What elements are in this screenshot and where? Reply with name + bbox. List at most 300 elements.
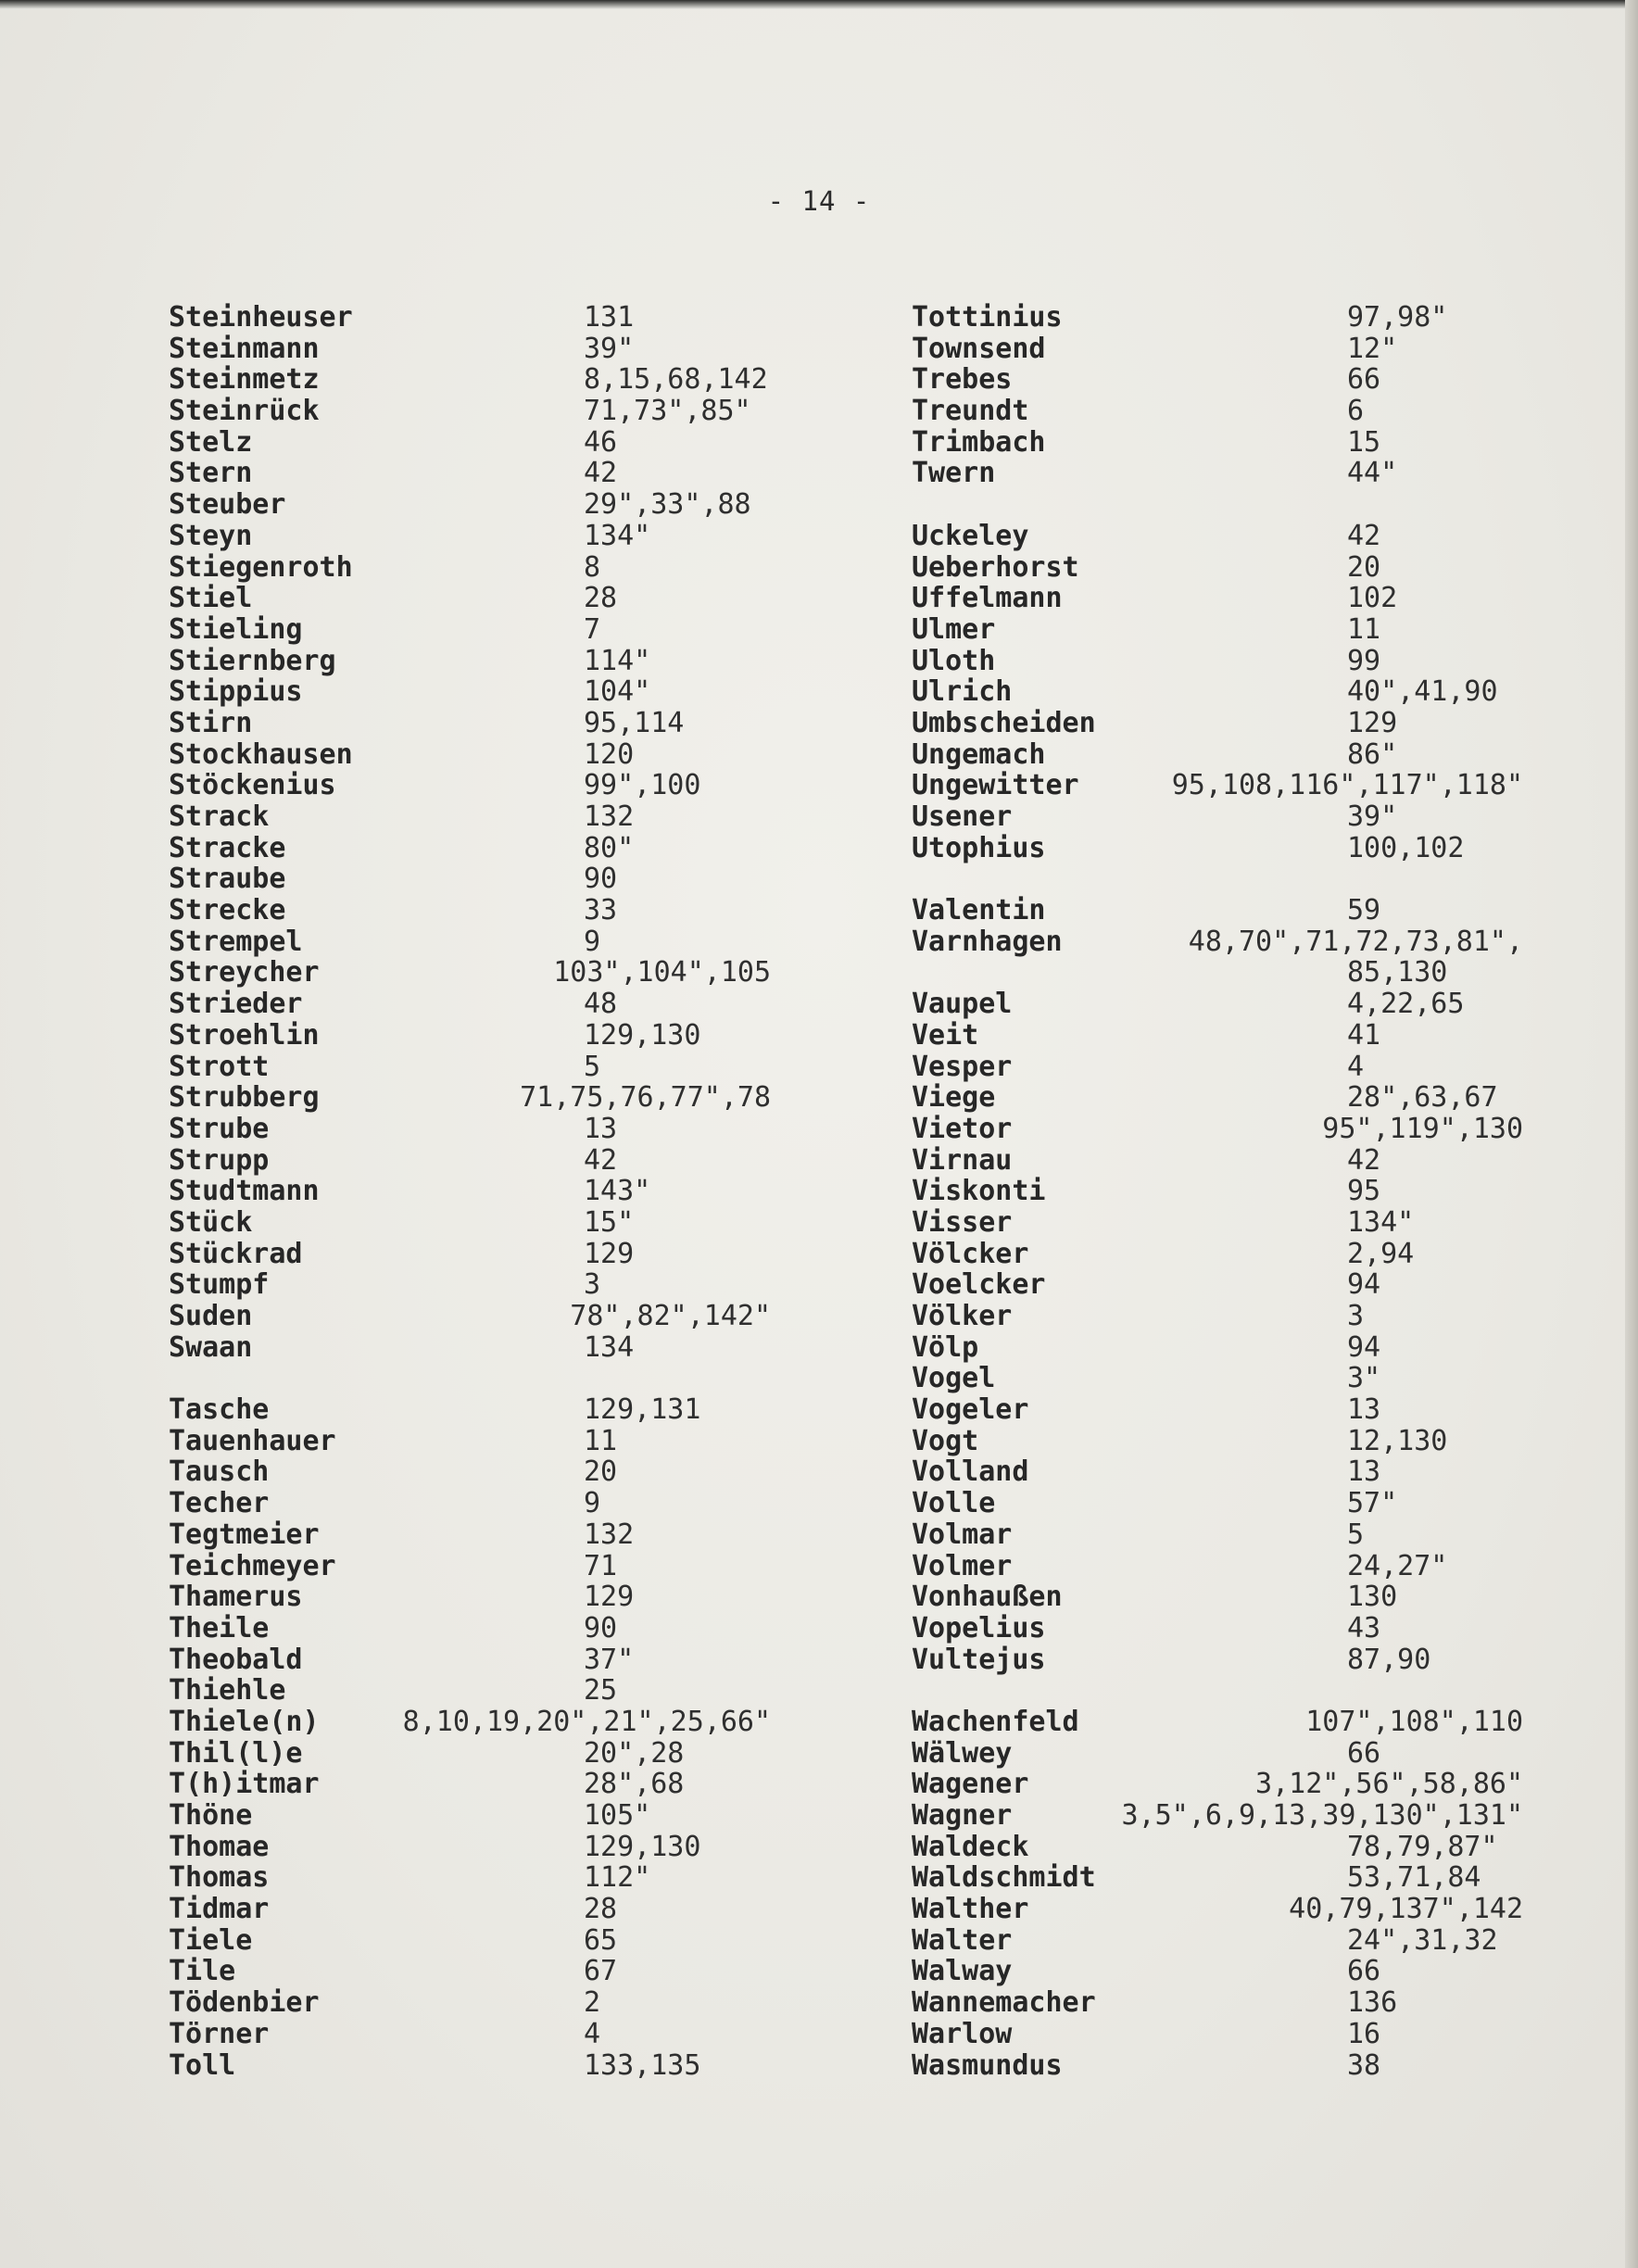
entry-page-refs: 53,71,84	[1347, 1861, 1481, 1895]
index-entry	[912, 1707, 1542, 1738]
entry-name: Varnhagen	[912, 925, 1063, 958]
entry-page-refs: 3	[584, 1268, 601, 1302]
entry-page-refs: 20",28	[584, 1736, 685, 1770]
entry-page-refs: 28	[584, 1893, 618, 1926]
entry-page-refs: 102	[1347, 582, 1398, 615]
entry-page-refs: 8,15,68,142	[584, 363, 768, 397]
index-entry	[912, 1613, 1542, 1644]
entry-page-refs: 15"	[584, 1205, 635, 1239]
entry-name: Tödenbier	[169, 1986, 320, 2020]
entry-name: Steinrück	[169, 395, 320, 428]
index-entry	[169, 956, 772, 989]
entry-page-refs: 7	[584, 612, 601, 646]
entry-name: Stück	[169, 1205, 253, 1239]
entry-page-refs: 12"	[1347, 332, 1398, 365]
index-entry	[169, 833, 743, 864]
entry-name: Stroehlin	[169, 1018, 320, 1052]
index-entry	[169, 1987, 743, 2019]
index-entry	[912, 739, 1542, 771]
entry-name: Stiegenroth	[169, 550, 353, 584]
index-entry	[912, 1769, 1542, 1800]
entry-name: Twern	[912, 457, 996, 490]
index-entry	[912, 957, 1542, 989]
entry-name: Straube	[169, 863, 286, 896]
entry-name: Valentin	[912, 894, 1046, 927]
entry-name: Stippius	[169, 675, 303, 709]
entry-name: Vultejus	[912, 1643, 1046, 1676]
entry-name: Trimbach	[912, 425, 1046, 459]
entry-page-refs: 20	[584, 1455, 618, 1489]
entry-name: Thil(l)e	[169, 1736, 303, 1770]
entry-name: Steinmann	[169, 332, 320, 365]
index-entry	[912, 489, 1542, 521]
index-entry	[169, 488, 751, 522]
entry-page-refs: 59	[1347, 894, 1381, 927]
index-entry	[169, 458, 743, 489]
index-entry	[912, 863, 1542, 895]
entry-name: Techer	[169, 1487, 270, 1520]
entry-page-refs: 90	[584, 1611, 618, 1644]
index-entry	[169, 1488, 743, 1519]
entry-page-refs: 95,108,116",117",118"	[1171, 769, 1524, 802]
entry-name: Vogel	[912, 1362, 996, 1395]
entry-name: Tile	[169, 1955, 236, 1988]
index-entry	[912, 1956, 1542, 1987]
entry-page-refs: 132	[584, 1518, 635, 1551]
index-entry	[912, 1176, 1542, 1207]
entry-page-refs: 133,135	[584, 2048, 701, 2082]
entry-page-refs: 48,70",71,72,73,81",	[1188, 925, 1524, 958]
entry-name: Wachenfeld	[912, 1705, 1079, 1738]
index-entry	[169, 1300, 772, 1332]
entry-page-refs: 46	[584, 425, 618, 459]
index-entry	[169, 1800, 743, 1832]
entry-name: Wagener	[912, 1768, 1029, 1801]
entry-name: Volmer	[912, 1549, 1013, 1582]
entry-name: Tauenhauer	[169, 1424, 336, 1457]
entry-name: Volmar	[912, 1518, 1013, 1551]
entry-name: Townsend	[912, 332, 1046, 365]
entry-page-refs: 39"	[584, 332, 635, 365]
entry-page-refs: 65	[584, 1923, 618, 1957]
entry-page-refs: 114"	[584, 644, 651, 677]
index-entry	[912, 1301, 1542, 1332]
entry-page-refs: 3	[1347, 1300, 1365, 1332]
entry-name: Thiele(n)	[169, 1705, 320, 1738]
entry-name: Toll	[169, 2048, 236, 2082]
index-entry	[912, 1394, 1542, 1426]
index-entry	[912, 1488, 1542, 1519]
page-number: - 14 -	[767, 185, 871, 217]
index-entry	[912, 770, 1542, 801]
index-entry	[912, 989, 1542, 1020]
entry-page-refs: 11	[584, 1424, 618, 1457]
entry-name: Ueberhorst	[912, 550, 1079, 584]
entry-name: Vaupel	[912, 988, 1013, 1021]
entry-page-refs: 42	[584, 457, 618, 490]
entry-name: Veit	[912, 1018, 979, 1052]
entry-page-refs: 129,131	[584, 1393, 701, 1427]
entry-name: Strupp	[169, 1143, 270, 1177]
entry-name: Strott	[169, 1050, 270, 1083]
entry-page-refs: 71,75,76,77",78	[520, 1081, 772, 1115]
entry-page-refs: 2	[584, 1986, 601, 2020]
entry-name: Uloth	[912, 644, 996, 677]
entry-page-refs: 99	[1347, 644, 1381, 677]
entry-page-refs: 134	[584, 1330, 635, 1364]
entry-page-refs: 40",41,90	[1347, 675, 1498, 709]
entry-page-refs: 9	[584, 1487, 601, 1520]
index-entry	[912, 1800, 1542, 1832]
entry-page-refs: 24",31,32	[1347, 1923, 1498, 1957]
entry-page-refs: 99",100	[584, 769, 701, 802]
entry-page-refs: 13	[1347, 1393, 1381, 1427]
entry-page-refs: 80"	[584, 831, 635, 864]
entry-page-refs: 90	[584, 863, 618, 896]
entry-page-refs: 16	[1347, 2017, 1381, 2050]
entry-page-refs: 33	[584, 894, 618, 927]
entry-name: Vopelius	[912, 1611, 1046, 1644]
index-entry	[169, 1052, 743, 1083]
entry-name: Theile	[169, 1611, 270, 1644]
index-entry	[912, 1862, 1542, 1894]
entry-name: Wagner	[912, 1799, 1013, 1832]
entry-page-refs: 3,12",56",58,86"	[1255, 1768, 1524, 1801]
entry-name: Tasche	[169, 1393, 270, 1427]
entry-page-refs: 6	[1347, 395, 1365, 428]
entry-name: Walter	[912, 1923, 1013, 1957]
entry-name: Viege	[912, 1081, 996, 1115]
index-entry	[912, 1519, 1542, 1551]
index-entry	[169, 708, 743, 739]
entry-name: Ungewitter	[912, 769, 1079, 802]
entry-page-refs: 3,5",6,9,13,39,130",131"	[1121, 1799, 1524, 1832]
index-entry	[169, 1207, 743, 1239]
entry-name: Umbscheiden	[912, 706, 1096, 739]
entry-page-refs: 38	[1347, 2048, 1381, 2082]
index-entry	[169, 1551, 743, 1582]
entry-page-refs: 105"	[584, 1799, 651, 1832]
entry-name: Uffelmann	[912, 582, 1063, 615]
entry-name: Strube	[169, 1112, 270, 1145]
entry-name: Ulmer	[912, 612, 996, 646]
entry-page-refs: 87,90	[1347, 1643, 1431, 1676]
entry-name: Stirn	[169, 706, 253, 739]
index-entry	[912, 2050, 1542, 2082]
index-entry	[169, 552, 743, 584]
entry-page-refs: 132	[584, 800, 635, 833]
index-entry	[169, 2019, 743, 2050]
entry-page-refs: 42	[584, 1143, 618, 1177]
entry-page-refs: 8,10,19,20",21",25,66"	[402, 1705, 772, 1738]
entry-page-refs: 129	[1347, 706, 1398, 739]
entry-page-refs: 28",63,67	[1347, 1081, 1498, 1115]
index-entry	[169, 1332, 743, 1364]
entry-name: Teichmeyer	[169, 1549, 336, 1582]
entry-name: T(h)itmar	[169, 1768, 320, 1801]
index-entry	[912, 552, 1542, 584]
entry-page-refs: 42	[1347, 1143, 1381, 1177]
entry-name: Suden	[169, 1300, 253, 1332]
index-entry	[169, 676, 743, 708]
index-entry	[169, 989, 743, 1020]
entry-name: Strieder	[169, 988, 303, 1021]
index-entry	[169, 1176, 743, 1207]
entry-name: Vogeler	[912, 1393, 1029, 1427]
entry-page-refs: 78",82",142"	[570, 1300, 772, 1332]
entry-page-refs: 28	[584, 582, 618, 615]
index-entry	[912, 1145, 1542, 1177]
entry-page-refs: 3"	[1347, 1362, 1381, 1395]
entry-page-refs: 4,22,65	[1347, 988, 1465, 1021]
index-entry	[912, 583, 1542, 614]
entry-name: Trebes	[912, 363, 1013, 397]
entry-page-refs: 134"	[584, 519, 651, 552]
entry-name: Stieling	[169, 612, 303, 646]
index-entry	[912, 1020, 1542, 1052]
entry-page-refs: 95",119",130	[1322, 1112, 1524, 1145]
entry-page-refs: 13	[584, 1112, 618, 1145]
entry-name: Ungemach	[912, 737, 1046, 771]
entry-name: Stracke	[169, 831, 286, 864]
index-entry	[169, 302, 743, 334]
index-entry	[169, 1081, 772, 1115]
entry-name: Steuber	[169, 488, 286, 522]
index-entry	[169, 1613, 743, 1644]
entry-page-refs: 48	[584, 988, 618, 1021]
entry-name: Waldschmidt	[912, 1861, 1096, 1895]
index-entry	[912, 521, 1542, 552]
index-entry	[912, 676, 1542, 708]
entry-page-refs: 103",104",105	[553, 956, 772, 989]
index-entry	[912, 1456, 1542, 1488]
index-entry	[169, 395, 751, 428]
index-entry	[912, 1644, 1542, 1676]
entry-name: Swaan	[169, 1330, 253, 1364]
entry-page-refs: 24,27"	[1347, 1549, 1448, 1582]
entry-page-refs: 71	[584, 1549, 618, 1582]
entry-name: Strecke	[169, 894, 286, 927]
entry-name: Wasmundus	[912, 2048, 1063, 2082]
entry-name: Walway	[912, 1955, 1013, 1988]
index-entry	[169, 1769, 743, 1800]
index-entry	[169, 739, 743, 771]
entry-page-refs: 66	[1347, 1955, 1381, 1988]
entry-page-refs: 4	[584, 2017, 601, 2050]
index-entry	[169, 1956, 743, 1987]
index-entry	[912, 396, 1542, 427]
entry-name: Steyn	[169, 519, 253, 552]
index-entry	[912, 801, 1542, 833]
index-entry	[912, 1925, 1542, 1957]
index-entry	[912, 708, 1542, 739]
entry-name: Streycher	[169, 956, 320, 989]
index-entry	[912, 1332, 1542, 1364]
entry-page-refs: 95,114	[584, 706, 685, 739]
index-entry	[169, 1145, 743, 1177]
entry-page-refs: 130	[1347, 1581, 1398, 1614]
index-entry	[169, 583, 743, 614]
entry-name: Utophius	[912, 831, 1046, 864]
entry-name: Stiel	[169, 582, 253, 615]
index-entry	[912, 1239, 1542, 1270]
entry-name: Vonhaußen	[912, 1581, 1063, 1614]
entry-name: Warlow	[912, 2017, 1013, 2050]
index-entry	[912, 1082, 1542, 1114]
entry-page-refs: 42	[1347, 519, 1381, 552]
index-entry	[169, 1675, 743, 1707]
index-entry	[912, 646, 1542, 677]
entry-page-refs: 66	[1347, 363, 1381, 397]
entry-page-refs: 13	[1347, 1455, 1381, 1489]
index-entry	[912, 926, 1542, 958]
index-entry	[169, 1581, 743, 1613]
index-entry	[912, 1426, 1542, 1457]
entry-name: Völcker	[912, 1237, 1029, 1270]
index-entry	[912, 1269, 1542, 1301]
entry-name: Wälwey	[912, 1736, 1013, 1770]
entry-name: Stockhausen	[169, 737, 353, 771]
index-entry	[912, 895, 1542, 926]
entry-name: Thamerus	[169, 1581, 303, 1614]
entry-name: Thiehle	[169, 1674, 286, 1707]
entry-name: Stelz	[169, 425, 253, 459]
entry-page-refs: 71,73",85"	[584, 395, 751, 428]
entry-page-refs: 129,130	[584, 1018, 701, 1052]
index-entry	[912, 334, 1542, 365]
entry-page-refs: 20	[1347, 550, 1381, 584]
index-entry	[912, 1894, 1542, 1925]
entry-name: Strubberg	[169, 1081, 320, 1115]
entry-page-refs: 43	[1347, 1611, 1381, 1644]
index-entry	[169, 1832, 743, 1863]
index-entry	[169, 1239, 743, 1270]
entry-page-refs: 78,79,87"	[1347, 1830, 1498, 1863]
index-entry	[912, 364, 1542, 396]
entry-page-refs: 28",68	[584, 1768, 685, 1801]
index-entry	[169, 614, 743, 646]
index-entry	[169, 926, 743, 958]
entry-name: Ulrich	[912, 675, 1013, 709]
entry-page-refs: 57"	[1347, 1487, 1398, 1520]
entry-name: Walther	[912, 1893, 1029, 1926]
entry-name: Waldeck	[912, 1830, 1029, 1863]
entry-page-refs: 129,130	[584, 1830, 701, 1863]
entry-page-refs: 29",33",88	[584, 488, 751, 522]
entry-name: Tausch	[169, 1455, 270, 1489]
entry-name: Strack	[169, 800, 270, 833]
index-entry	[912, 614, 1542, 646]
entry-name: Thomae	[169, 1830, 270, 1863]
entry-name: Strempel	[169, 925, 303, 958]
index-entry	[912, 1987, 1542, 2019]
index-entry	[169, 895, 743, 926]
entry-name: Vietor	[912, 1112, 1013, 1145]
entry-page-refs: 8	[584, 550, 601, 584]
index-entry	[169, 863, 743, 895]
index-entry	[912, 1675, 1542, 1707]
entry-page-refs: 95	[1347, 1175, 1381, 1208]
entry-page-refs: 5	[584, 1050, 601, 1083]
left-index-column	[169, 301, 772, 2082]
index-entry	[169, 1519, 743, 1551]
entry-page-refs: 44"	[1347, 457, 1398, 490]
entry-page-refs: 5	[1347, 1518, 1365, 1551]
entry-page-refs: 100,102	[1347, 831, 1465, 864]
entry-name: Theobald	[169, 1643, 303, 1676]
index-entry	[912, 833, 1542, 864]
entry-page-refs: 120	[584, 737, 635, 771]
entry-name: Vesper	[912, 1050, 1013, 1083]
entry-page-refs: 143"	[584, 1175, 651, 1208]
index-entry	[912, 302, 1542, 334]
entry-page-refs: 25	[584, 1674, 618, 1707]
index-entry	[169, 1020, 743, 1052]
entry-page-refs: 2,94	[1347, 1237, 1415, 1270]
entry-name: Tiele	[169, 1923, 253, 1957]
index-entry	[169, 1456, 743, 1488]
index-entry	[169, 1363, 743, 1394]
index-entry	[912, 1114, 1542, 1145]
entry-page-refs: 94	[1347, 1330, 1381, 1364]
index-entry	[169, 334, 743, 365]
index-entry	[912, 2019, 1542, 2050]
entry-page-refs: 104"	[584, 675, 651, 709]
index-entry	[169, 1862, 743, 1894]
entry-page-refs: 41	[1347, 1018, 1381, 1052]
entry-name: Völp	[912, 1330, 979, 1364]
entry-page-refs: 129	[584, 1237, 635, 1270]
entry-name: Uckeley	[912, 519, 1029, 552]
entry-page-refs: 86"	[1347, 737, 1398, 771]
entry-name: Törner	[169, 2017, 270, 2050]
entry-name: Visser	[912, 1205, 1013, 1239]
index-entry	[169, 801, 743, 833]
entry-name: Stöckenius	[169, 769, 336, 802]
index-entry	[912, 1363, 1542, 1394]
entry-page-refs: 85,130	[1347, 956, 1448, 989]
index-entry	[912, 1832, 1542, 1863]
entry-name: Wannemacher	[912, 1986, 1096, 2020]
entry-name: Vogt	[912, 1424, 979, 1457]
index-entry	[169, 1644, 743, 1676]
entry-page-refs: 9	[584, 925, 601, 958]
entry-name: Tidmar	[169, 1893, 270, 1926]
entry-name: Virnau	[912, 1143, 1013, 1177]
entry-name: Thomas	[169, 1861, 270, 1895]
index-entry	[169, 1114, 743, 1145]
entry-name: Treundt	[912, 395, 1029, 428]
entry-page-refs: 66	[1347, 1736, 1381, 1770]
entry-page-refs: 11	[1347, 612, 1381, 646]
entry-page-refs: 97,98"	[1347, 301, 1448, 334]
entry-name: Usener	[912, 800, 1013, 833]
index-entry	[169, 363, 768, 397]
entry-name: Stern	[169, 457, 253, 490]
index-entry	[169, 1894, 743, 1925]
scan-edge-top	[0, 0, 1638, 9]
entry-page-refs: 37"	[584, 1643, 635, 1676]
entry-page-refs: 12,130	[1347, 1424, 1448, 1457]
index-entry	[912, 1052, 1542, 1083]
entry-name: Steinheuser	[169, 301, 353, 334]
index-entry	[169, 1394, 743, 1426]
entry-name: Viskonti	[912, 1175, 1046, 1208]
right-index-column	[912, 302, 1542, 2081]
entry-page-refs: 40,79,137",142	[1289, 1893, 1524, 1926]
entry-page-refs: 67	[584, 1955, 618, 1988]
scan-edge-right	[1625, 0, 1638, 2268]
